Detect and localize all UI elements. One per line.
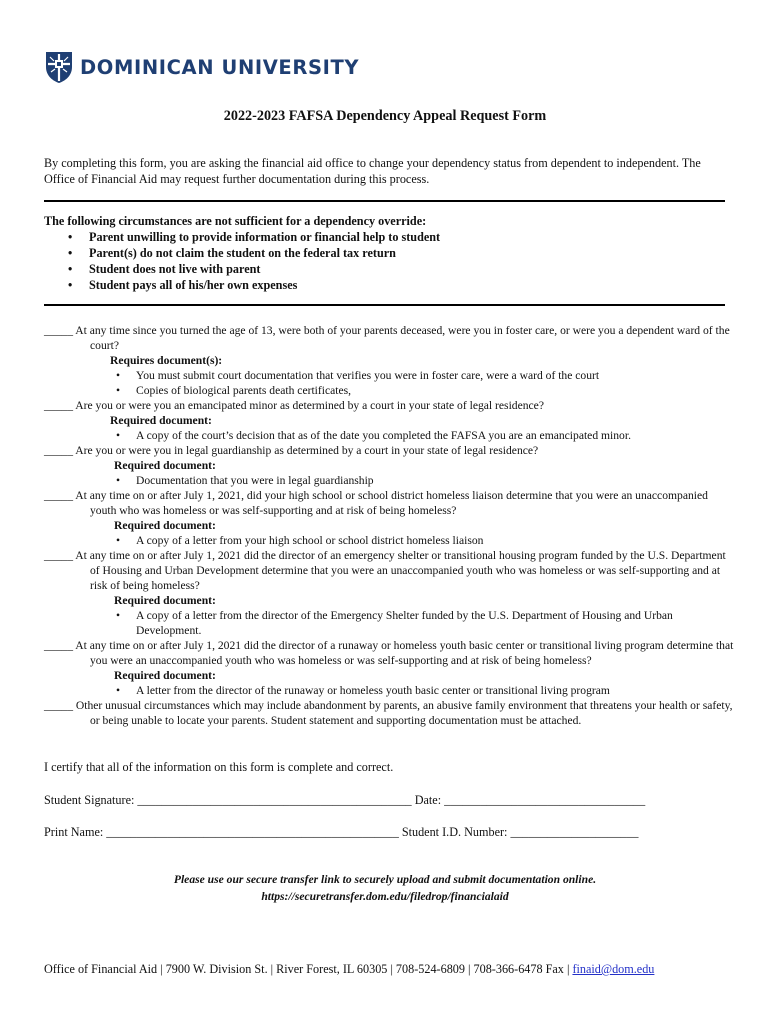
option-question[interactable]: _____ At any time since you turned the age of 13, were both of your parents deceased, were you in foster care, or were you a dependent ward of the court? <box>44 324 730 352</box>
list-item: • Copies of biological parents death certificates, <box>136 383 614 398</box>
certification-statement: I certify that all of the information on this form is complete and correct. <box>44 760 394 774</box>
footer-contact <box>44 962 654 977</box>
option-runaway-youth <box>44 638 734 698</box>
list-item: • A copy of a letter from the director of the Emergency Shelter funded by the U.S. Department of Housing and Urban Development. <box>136 608 734 638</box>
option-homeless-liaison <box>44 488 734 548</box>
required-doc-heading: Required document: <box>114 519 216 532</box>
upload-instructions: Please use our secure transfer link to securely upload and submit documentation online. <box>173 873 597 886</box>
required-doc-heading: Required document: <box>114 669 216 682</box>
not-sufficient-list <box>44 229 724 293</box>
option-question[interactable]: _____ Are you or were you an emancipated minor as determined by a court in your state of legal residence? <box>44 399 544 412</box>
required-doc-heading: Required document: <box>114 459 216 472</box>
list-item: • A copy of the court’s decision that as of the date you completed the FAFSA you are an emancipated minor. <box>136 428 734 443</box>
required-doc-list <box>44 368 734 398</box>
footer-text: Office of Financial Aid | 7900 W. Division St. | River Forest, IL 60305 | 708-524-6809 | 708-366-6478 Fax | <box>44 962 573 976</box>
logo-wordmark: DOMINICAN UNIVERSITY <box>80 55 360 79</box>
option-deceased-foster <box>44 323 734 398</box>
list-item: • Documentation that you were in legal guardianship <box>136 473 734 488</box>
required-doc-heading: Required document: <box>110 414 212 427</box>
required-doc-list <box>44 473 734 488</box>
option-emergency-shelter <box>44 548 734 638</box>
dependency-options <box>44 323 734 728</box>
required-doc-list <box>44 533 734 548</box>
secure-transfer-link[interactable]: https://securetransfer.dom.edu/filedrop/financialaid <box>261 890 509 903</box>
required-doc-heading: Required document: <box>114 594 216 607</box>
shield-crest-icon <box>44 50 74 84</box>
option-question[interactable]: _____ At any time on or after July 1, 2021 did the director of a runaway or homeless youth basic center or transitional living program determine that you were an unaccompanied youth who was homeless or was self-supporting and at risk of being homeless? <box>44 639 734 667</box>
not-sufficient-section <box>44 213 724 293</box>
required-doc-list <box>44 683 734 698</box>
list-item: • A copy of a letter from your high school or school district homeless liaison <box>136 533 734 548</box>
list-item: • Student pays all of his/her own expenses <box>89 277 724 293</box>
list-item: • Student does not live with parent <box>89 261 724 277</box>
intro-paragraph: By completing this form, you are asking the financial aid office to change your dependency status from dependent to independent. The Office of Financial Aid may request further documentation during this process. <box>44 156 701 186</box>
university-logo <box>44 50 359 84</box>
print-name-id-line[interactable]: Print Name: ________________________________________________ Student I.D. Number: _____________________ <box>44 825 639 839</box>
list-item: • Parent unwilling to provide information or financial help to student <box>89 229 724 245</box>
not-sufficient-heading: The following circumstances are not sufficient for a dependency override: <box>44 214 427 228</box>
list-item: • A letter from the director of the runaway or homeless youth basic center or transitional living program <box>136 683 734 698</box>
signature-date-line[interactable]: Student Signature: _____________________________________________ Date: _________________________________ <box>44 793 646 807</box>
option-question[interactable]: _____ At any time on or after July 1, 2021 did the director of an emergency shelter or transitional housing program funded by the U.S. Department of Housing and Urban Development determine that you were an unaccompanied youth who was homeless or was self-supporting and at risk of being homeless? <box>44 549 726 592</box>
option-question[interactable]: _____ Other unusual circumstances which may include abandonment by parents, an abusive family environment that threatens your health or safety, or being unable to locate your parents. Student statement and supporting documentation must be attached. <box>44 699 733 727</box>
option-legal-guardianship <box>44 443 734 488</box>
list-item: • You must submit court documentation that verifies you were in foster care, were a ward of the court <box>136 368 614 383</box>
option-other-circumstances <box>44 698 734 728</box>
required-doc-list <box>44 428 734 443</box>
form-title: 2022-2023 FAFSA Dependency Appeal Request Form <box>223 108 547 124</box>
required-doc-list <box>44 608 734 638</box>
email-link[interactable]: finaid@dom.edu <box>572 962 655 976</box>
list-item: • Parent(s) do not claim the student on the federal tax return <box>89 245 724 261</box>
option-question[interactable]: _____ Are you or were you in legal guardianship as determined by a court in your state of legal residence? <box>44 444 539 457</box>
divider-bottom <box>44 304 725 306</box>
option-question[interactable]: _____ At any time on or after July 1, 2021, did your high school or school district homeless liaison determine that you were an unaccompanied youth who was homeless or was self-supporting and at risk of being homeless? <box>44 489 708 517</box>
required-doc-heading: Requires document(s): <box>110 354 223 367</box>
option-emancipated-minor <box>44 398 734 443</box>
divider-top <box>44 200 725 202</box>
